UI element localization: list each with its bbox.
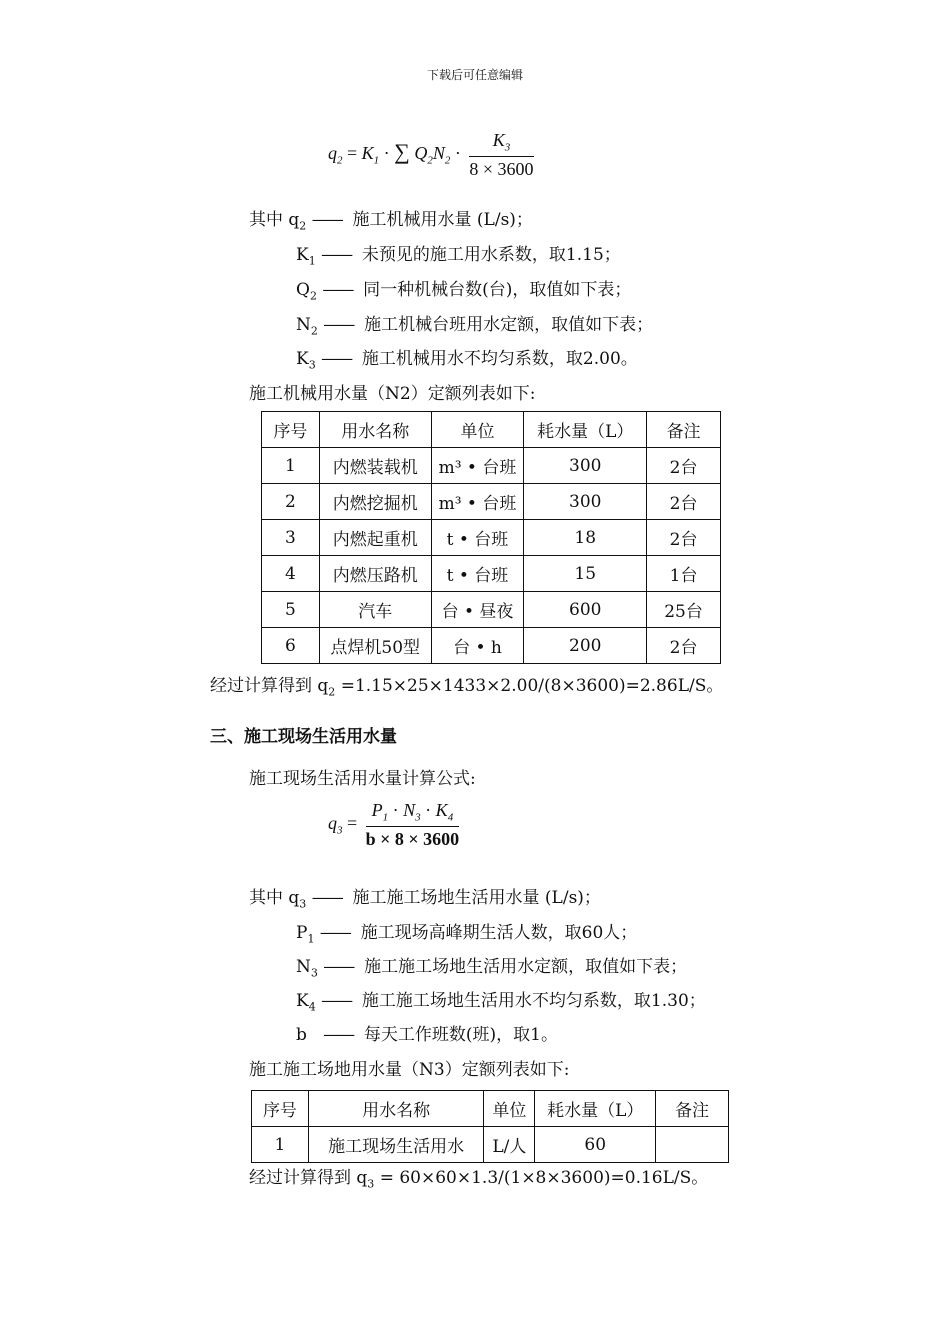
table-cell: 6 [262,628,320,664]
living-water-table [251,1090,729,1163]
table-cell: 内燃压路机 [319,556,431,592]
table-cell: 5 [262,592,320,628]
table-cell: 台 • h [431,628,524,664]
table-header-cell: 备注 [656,1091,729,1127]
section-3-intro: 施工现场生活用水量计算公式: [249,769,476,789]
table-header-cell: 单位 [431,412,524,448]
table-cell: 汽车 [319,592,431,628]
table-row [262,448,721,484]
formula-q3: $q_3$ = $\frac{P_1 \cdot N_3 \cdot K_4}{b \times 8 \times 3600}$ [328,800,460,849]
table-row [262,556,721,592]
table-cell: 内燃起重机 [319,520,431,556]
def-q2-count-line: $Q_2$ —— 同一种机械台数(台)，取值如下表； [296,280,632,303]
table-row [262,484,721,520]
table-row [262,520,721,556]
table1-caption: 施工机械用水量（N2）定额列表如下: [249,384,536,404]
table-cell: 300 [524,448,647,484]
table-cell: 1 [262,448,320,484]
table-cell: t • 台班 [431,520,524,556]
table-cell: 施工现场生活用水 [308,1127,484,1163]
formula-q2-fraction: $\frac{K_3}{8 \times 3600}$ [469,130,534,179]
table-header-cell: 备注 [647,412,721,448]
table-row [252,1127,729,1163]
result-q2: 经过计算得到 $q_2 =1.15\times 25\times 1433\times 2.00/(8\times 3600)=2.86L/S$。 [210,676,724,699]
table-cell: m³ • 台班 [431,484,524,520]
table-header-cell: 序号 [262,412,320,448]
table-cell: 2 [262,484,320,520]
def-n2-line: $N_2$ —— 施工机械台班用水定额，取值如下表； [296,315,654,338]
table-header-cell: 耗水量（L） [535,1091,656,1127]
table-cell: 2台 [647,448,721,484]
table-cell: 点焊机50型 [319,628,431,664]
def-n3-line: $N_3$ —— 施工施工场地生活用水定额，取值如下表； [296,957,688,980]
table-cell: 内燃装载机 [319,448,431,484]
def-p1-line: $P_1$ —— 施工现场高峰期生活人数，取60人； [296,923,638,946]
table-cell: 200 [524,628,647,664]
table-cell: L/人 [484,1127,535,1163]
table-cell: 2台 [647,628,721,664]
table-cell: 台 • 昼夜 [431,592,524,628]
def-q3-line: 其中 $q_3$ —— 施工施工场地生活用水量 (L/s)； [249,888,601,911]
table-cell: 3 [262,520,320,556]
formula-q3-fraction: $\frac{P_1 \cdot N_3 \cdot K_4}{b \times 8 \times 3600}$ [365,800,460,849]
table-header-row [262,412,721,448]
table-header-cell: 单位 [484,1091,535,1127]
table-header-row [252,1091,729,1127]
table-cell: 300 [524,484,647,520]
table-header-cell: 用水名称 [319,412,431,448]
table-cell: 1台 [647,556,721,592]
def-k1-line: $K_1$ —— 未预见的施工用水系数，取1.15； [296,245,621,268]
section-3-title: 三、施工现场生活用水量 [210,727,397,747]
table-row [262,592,721,628]
formula-q2: $q_2 = K_1$ · ∑ $Q_2N_2$ · $\frac{K_3}{8 \times 3600}$ [328,130,534,179]
table-row [262,628,721,664]
result-q3: 经过计算得到 $q_3 = 60\times 60\times 1.3/(1\times 8\times 3600)=0.16L/S$。 [249,1168,709,1191]
table-cell: 25台 [647,592,721,628]
table-cell: 18 [524,520,647,556]
table-cell: 2台 [647,484,721,520]
table-header-cell: 序号 [252,1091,309,1127]
table-cell: 600 [524,592,647,628]
table-cell: 15 [524,556,647,592]
table-cell: m³ • 台班 [431,448,524,484]
table-cell: 内燃挖掘机 [319,484,431,520]
table-cell: 4 [262,556,320,592]
table-cell: 2台 [647,520,721,556]
table-cell: 60 [535,1127,656,1163]
table-cell: t • 台班 [431,556,524,592]
def-k4-line: $K_4$ —— 施工施工场地生活用水不均匀系数，取1.30； [296,991,706,1014]
def-q2-line: 其中 $q_2$ —— 施工机械用水量 (L/s)； [249,210,533,233]
table-cell [656,1127,729,1163]
table-cell: 1 [252,1127,309,1163]
table2-caption: 施工施工场地用水量（N3）定额列表如下: [249,1060,570,1080]
def-k3-line: $K_3$ —— 施工机械用水不均匀系数，取2.00。 [296,349,638,372]
table-header-cell: 用水名称 [308,1091,484,1127]
page-header: 下载后可任意编辑 [426,68,523,82]
machine-water-table [261,411,721,664]
table-header-cell: 耗水量（L） [524,412,647,448]
def-b-line: b —— 每天工作班数(班)，取1。 [296,1025,559,1045]
